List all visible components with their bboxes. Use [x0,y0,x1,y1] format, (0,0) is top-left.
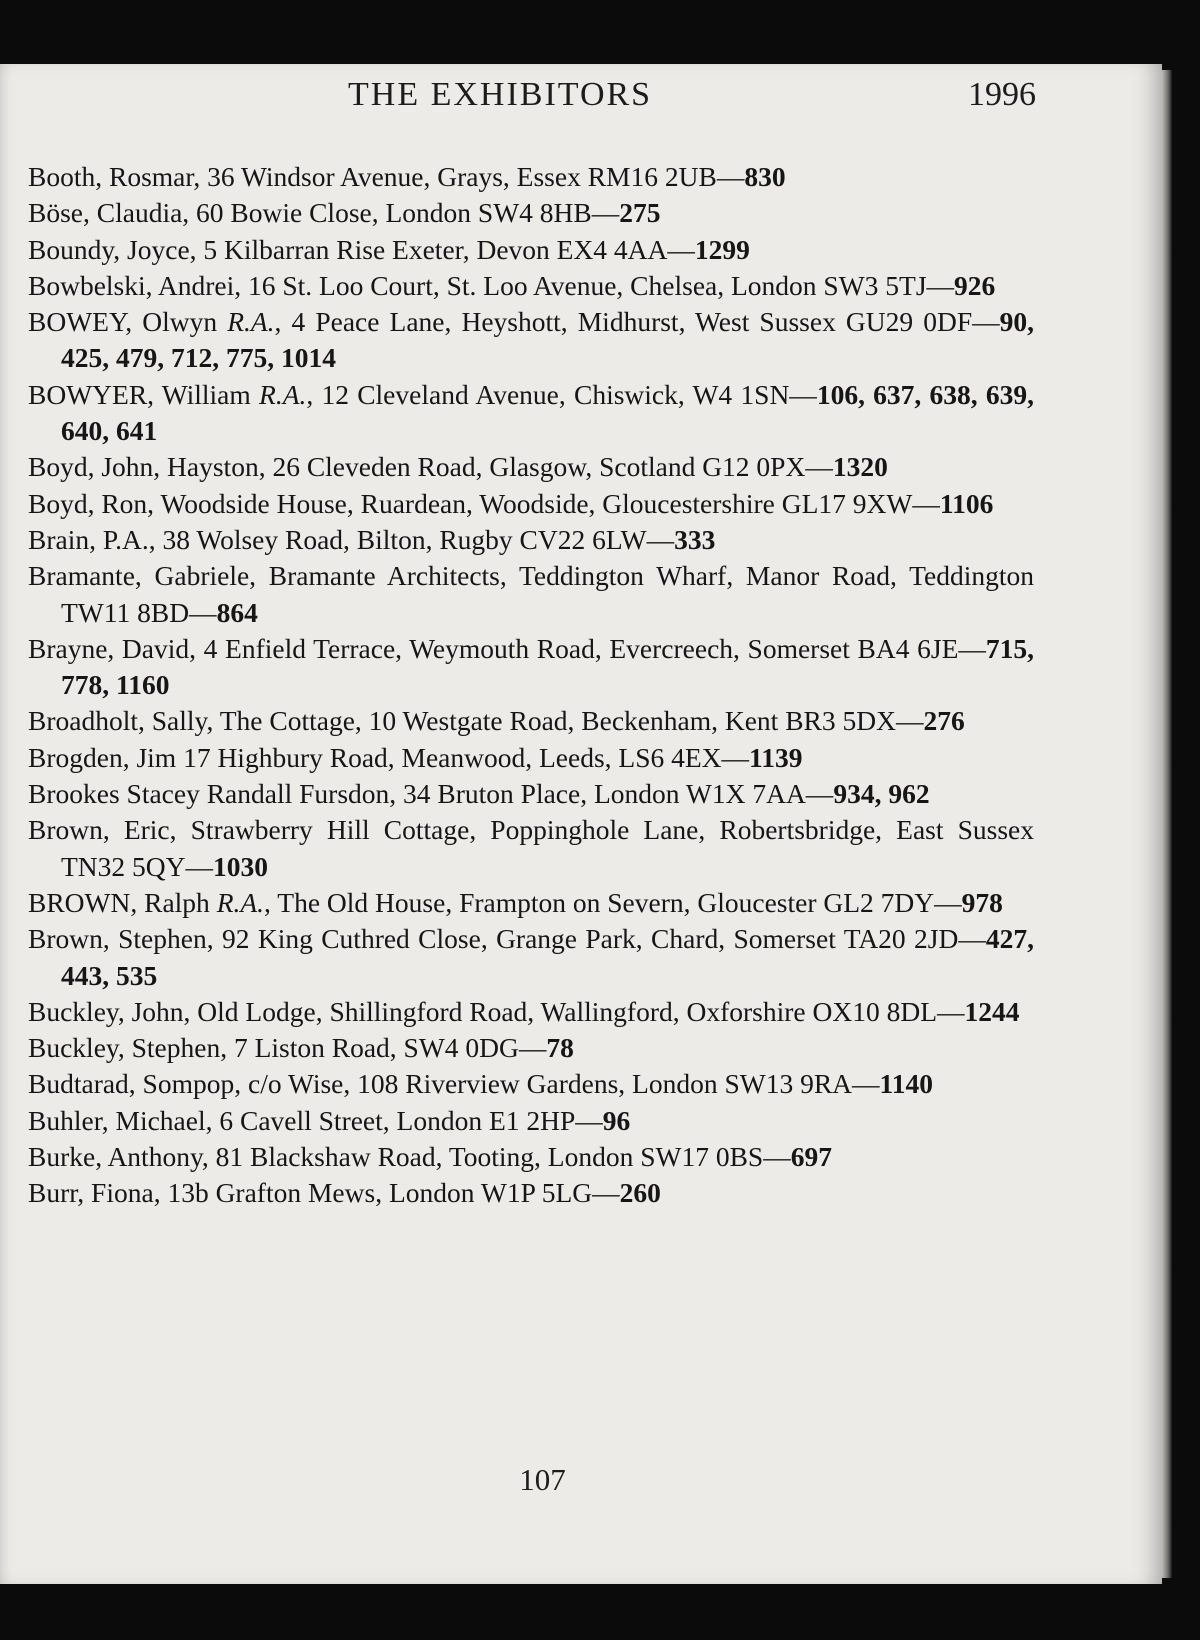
catalogue-numbers: 96 [602,1104,631,1136]
exhibitor-entry [28,377,1034,450]
catalogue-numbers: 1244 [964,995,1020,1027]
catalogue-numbers: 1139 [749,741,803,773]
entry-text: Booth, Rosmar, 36 Windsor Avenue, Grays, Essex RM16 2UB— [28,161,745,192]
exhibitor-entry [28,486,1034,522]
catalogue-numbers: 333 [674,523,716,555]
catalogue-numbers: 1030 [213,850,269,882]
catalogue-numbers: 715, 778, 1160 [61,632,1034,701]
exhibitor-entry [28,1030,1034,1066]
honour: R.A. [259,378,307,410]
exhibitor-entry [28,268,1034,304]
entry-text: , 12 Cleveland Avenue, Chiswick, W4 1SN— [306,378,817,410]
entry-text: Brogden, Jim 17 Highbury Road, Meanwood, Leeds, LS6 4EX— [28,741,750,773]
exhibitor-entry [28,631,1034,704]
catalogue-numbers: 926 [954,269,996,301]
catalogue-numbers: 864 [216,596,258,628]
catalogue-numbers: 260 [619,1177,661,1209]
entry-text: Buckley, Stephen, 7 Liston Road, SW4 0DG— [28,1032,547,1064]
entry-text: Böse, Claudia, 60 Bowie Close, London SW4 8HB— [28,197,620,229]
section-title: THE EXHIBITORS [348,76,653,113]
exhibitor-entry [28,921,1034,994]
catalogue-numbers: 1299 [694,233,750,265]
entry-text: , 4 Peace Lane, Heyshott, Midhurst, West Sussex GU29 0DF— [274,306,1000,338]
entry-text: Brookes Stacey Randall Fursdon, 34 Bruton Place, London W1X 7AA— [28,778,834,810]
exhibitor-entry [28,703,1034,739]
exhibitor-entry [28,159,1034,195]
entry-text: Burr, Fiona, 13b Grafton Mews, London W1P 5LG— [28,1177,620,1209]
entry-text: Brain, P.A., 38 Wolsey Road, Bilton, Rugby CV22 6LW— [28,523,675,555]
entry-name: BOWEY, Olwyn [28,306,228,338]
entry-text: Buhler, Michael, 6 Cavell Street, London E1 2HP— [28,1104,603,1136]
entry-text: Brayne, David, 4 Enfield Terrace, Weymouth Road, Evercreech, Somerset BA4 6JE— [28,632,986,664]
page-number: 107 [519,1462,566,1497]
catalogue-numbers: 427, 443, 535 [61,923,1034,991]
catalogue-numbers: 1140 [879,1068,934,1100]
catalogue-numbers: 830 [744,161,786,192]
entry-text: Brown, Eric, Strawberry Hill Cottage, Poppinghole Lane, Robertsbridge, East Sussex TN32 5QY— [28,814,1034,882]
entry-text: Buckley, John, Old Lodge, Shillingford Road, Wallingford, Oxforshire OX10 8DL— [28,995,965,1027]
exhibitor-entry [28,522,1034,558]
catalogue-numbers: 90, 425, 479, 712, 775, 1014 [61,306,1034,374]
catalogue-numbers: 697 [790,1141,832,1173]
exhibitor-entry [28,1139,1034,1175]
catalogue-numbers: 1106 [939,487,994,519]
entry-text: Bowbelski, Andrei, 16 St. Loo Court, St. Loo Avenue, Chelsea, London SW3 5TJ— [28,269,955,301]
catalogue-numbers: 78 [546,1032,574,1064]
entry-text: Boyd, Ron, Woodside House, Ruardean, Woodside, Gloucestershire GL17 9XW— [28,487,940,519]
exhibitor-entry [28,232,1034,268]
catalogue-numbers: 275 [619,197,661,229]
exhibitor-entry [28,1103,1034,1139]
exhibitor-entry [28,776,1034,812]
catalogue-numbers: 934, 962 [833,778,930,810]
exhibitor-entry [28,449,1034,485]
entry-text: Boundy, Joyce, 5 Kilbarran Rise Exeter, Devon EX4 4AA— [28,233,695,265]
running-header [0,76,1162,116]
entry-name: BROWN, Ralph [28,886,217,918]
exhibitor-entry [28,994,1034,1030]
exhibitor-entry [28,1175,1034,1211]
page-edge [1162,70,1172,1578]
entry-text: Broadholt, Sally, The Cottage, 10 Westgate Road, Beckenham, Kent BR3 5DX— [28,705,924,737]
honour: R.A. [216,886,265,918]
exhibitor-entry [28,1066,1034,1102]
exhibitor-entry [28,885,1034,921]
catalogue-numbers: 106, 637, 638, 639, 640, 641 [61,378,1034,447]
entry-text: Bramante, Gabriele, Bramante Architects, Teddington Wharf, Manor Road, Teddington TW11 8BD— [28,560,1034,628]
honour: R.A. [227,306,275,338]
entry-text: Burke, Anthony, 81 Blackshaw Road, Tooting, London SW17 0BS— [28,1141,791,1173]
exhibitor-entry [28,304,1034,377]
year: 1996 [968,76,1036,113]
exhibitor-entry [28,558,1034,631]
entry-text: Budtarad, Sompop, c/o Wise, 108 Riverview Gardens, London SW13 9RA— [28,1068,880,1100]
entry-text: , The Old House, Frampton on Severn, Gloucester GL2 7DY— [264,886,962,918]
catalogue-numbers: 1320 [832,451,888,483]
catalogue-numbers: 978 [961,886,1003,918]
exhibitor-list [28,159,1034,1212]
entry-text: Boyd, John, Hayston, 26 Cleveden Road, Glasgow, Scotland G12 0PX— [28,451,833,483]
exhibitor-entry [28,195,1034,231]
entry-text: Brown, Stephen, 92 King Cuthred Close, Grange Park, Chard, Somerset TA20 2JD— [28,923,986,955]
catalogue-numbers: 276 [923,705,965,737]
exhibitor-entry [28,740,1034,776]
entry-name: BOWYER, William [28,378,260,410]
exhibitor-entry [28,812,1034,885]
